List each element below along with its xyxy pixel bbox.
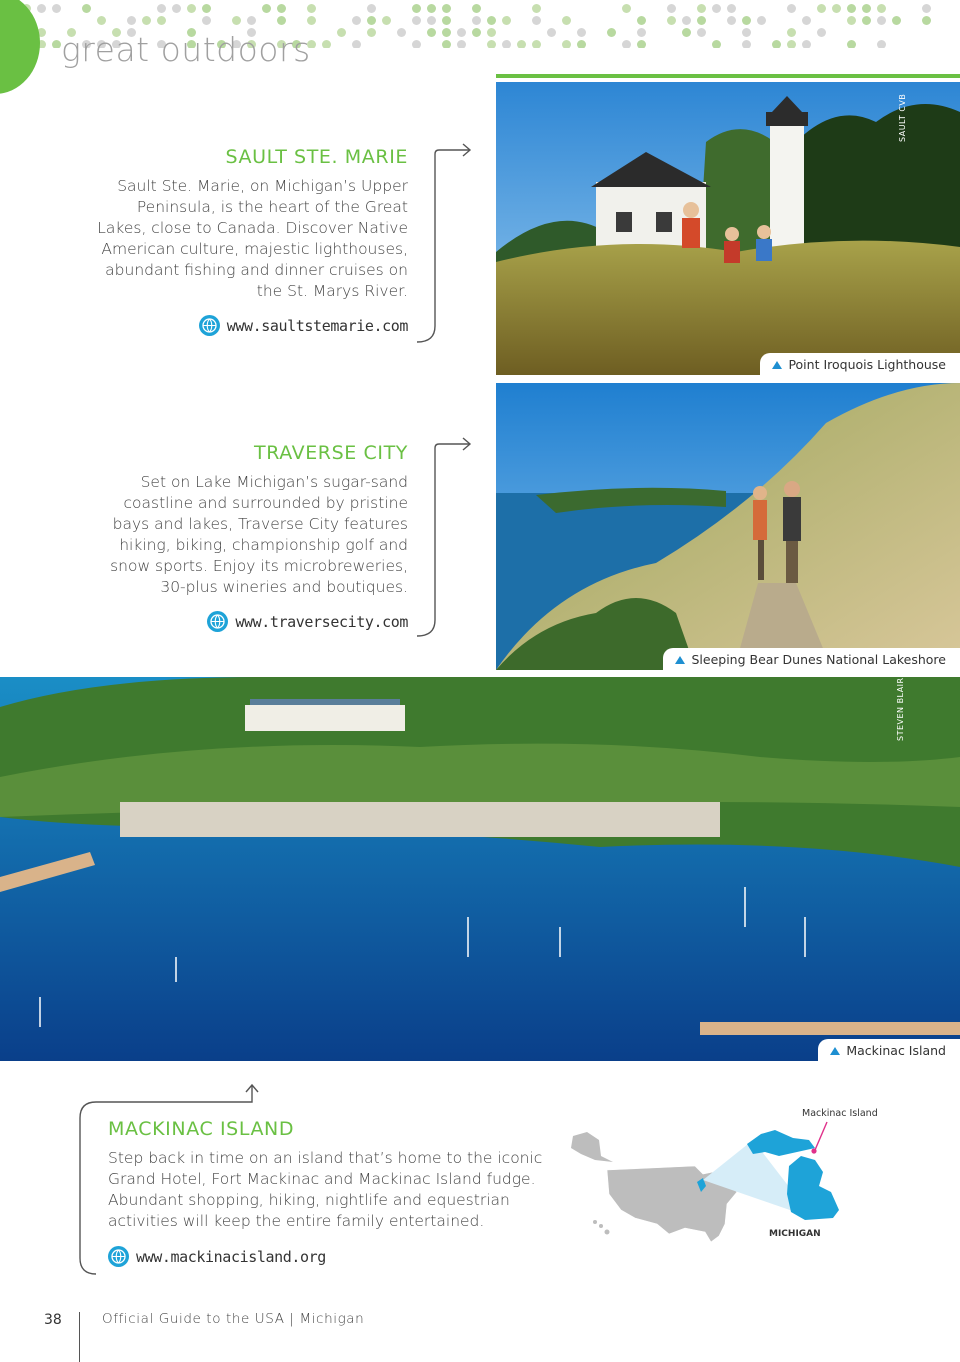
decorative-dot (517, 40, 526, 48)
decorative-dot (337, 28, 346, 37)
decorative-dot (532, 40, 541, 48)
decorative-dot (727, 4, 736, 13)
decorative-dot (637, 16, 646, 25)
decorative-dot (892, 16, 901, 25)
decorative-dot (787, 40, 796, 48)
decorative-dot (577, 40, 586, 48)
decorative-dot (712, 4, 721, 13)
decorative-dot (157, 4, 166, 13)
decorative-dot (532, 4, 541, 13)
globe-icon (207, 611, 228, 632)
decorative-dot (682, 28, 691, 37)
decorative-dot (277, 4, 286, 13)
decorative-dot (562, 40, 571, 48)
traverse-city-url[interactable]: www.traversecity.com (235, 612, 408, 631)
sault-ste-marie-block (90, 146, 408, 336)
decorative-dot (472, 16, 481, 25)
decorative-dot (577, 28, 586, 37)
decorative-dot (787, 28, 796, 37)
sault-ste-marie-description: Sault Ste. Marie, on Michigan’s Upper Peninsula, is the heart of the Great Lakes, close to Canada. Discover Native American culture, majestic lighthouses, abundant fishing and dinner cruises on the St. Marys River. (97, 177, 408, 300)
decorative-dot (82, 4, 91, 13)
decorative-dot (757, 16, 766, 25)
decorative-dot (817, 28, 826, 37)
decorative-dot (697, 16, 706, 25)
decorative-dot (457, 28, 466, 37)
decorative-dot (697, 28, 706, 37)
decorative-dot (622, 4, 631, 13)
decorative-dot (412, 4, 421, 13)
decorative-dot (847, 16, 856, 25)
decorative-dot (877, 16, 886, 25)
decorative-dot (922, 16, 931, 25)
mackinac-island-link[interactable] (108, 1246, 568, 1267)
decorative-dot (622, 40, 631, 48)
decorative-dot (37, 4, 46, 13)
decorative-dot (397, 28, 406, 37)
decorative-dot (262, 4, 271, 13)
decorative-dot (742, 16, 751, 25)
decorative-dot (367, 4, 376, 13)
decorative-dot (847, 4, 856, 13)
decorative-dot (307, 16, 316, 25)
decorative-dot (52, 40, 61, 48)
map-label-mackinac-island: Mackinac Island (802, 1108, 878, 1119)
decorative-dot (427, 4, 436, 13)
point-iroquois-lighthouse-photo (496, 82, 960, 375)
photo-caption-mackinac (818, 1039, 960, 1061)
traverse-city-title: TRAVERSE CITY (253, 442, 408, 464)
decorative-dot (742, 28, 751, 37)
traverse-city-block (90, 442, 408, 632)
decorative-dot (487, 16, 496, 25)
decorative-dot (697, 4, 706, 13)
photo-caption-sault (760, 353, 960, 375)
michigan-upper-peninsula (747, 1130, 815, 1156)
caption-triangle-icon (675, 656, 685, 664)
decorative-dot (157, 16, 166, 25)
caption-text: Mackinac Island (846, 1043, 946, 1058)
decorative-dot (637, 28, 646, 37)
decorative-dot (607, 28, 616, 37)
decorative-dot (382, 16, 391, 25)
decorative-dot (442, 4, 451, 13)
section-title: great outdoors (61, 30, 311, 69)
decorative-dot (817, 4, 826, 13)
decorative-dot (322, 40, 331, 48)
decorative-dot (352, 40, 361, 48)
decorative-dot (472, 28, 481, 37)
decorative-dot (307, 4, 316, 13)
decorative-dot (862, 4, 871, 13)
decorative-dot (202, 4, 211, 13)
mackinac-island-description: Step back in time on an island that’s home to the iconic Grand Hotel, Fort Mackinac and Mackinac Island fudge. Abundant shopping, hiking, nightlife and equestrian activities will keep the entire family entertained. (108, 1149, 543, 1230)
photo-credit-sault: SAULT CVB (898, 93, 907, 142)
traverse-city-description: Set on Lake Michigan’s sugar-sand coastline and surrounded by pristine bays and lakes, Traverse City features hiking, biking, championship golf and snow sports. Enjoy its microbreweries, 30-plus wineries and boutiques. (110, 473, 408, 596)
decorative-dot (547, 28, 556, 37)
decorative-dot (187, 4, 196, 13)
top-rule (496, 74, 960, 78)
decorative-dot (97, 16, 106, 25)
decorative-dot (412, 40, 421, 48)
globe-icon (199, 315, 220, 336)
photo-credit-mackinac: STEVEN BLAIR (896, 677, 905, 741)
page-number: 38 (44, 1312, 62, 1328)
decorative-dot (442, 40, 451, 48)
decorative-dot (487, 28, 496, 37)
michigan-lower-peninsula (787, 1156, 839, 1220)
decorative-dot (712, 40, 721, 48)
decorative-dot (142, 16, 151, 25)
globe-icon (108, 1246, 129, 1267)
mackinac-island-url[interactable]: www.mackinacisland.org (136, 1247, 326, 1266)
decorative-dot (442, 16, 451, 25)
sleeping-bear-dunes-photo (496, 383, 960, 670)
decorative-dot (727, 16, 736, 25)
decorative-dot (532, 16, 541, 25)
traverse-city-link[interactable] (90, 611, 408, 632)
decorative-dot (202, 16, 211, 25)
decorative-dot (637, 40, 646, 48)
caption-triangle-icon (772, 361, 782, 369)
decorative-dot (442, 28, 451, 37)
mackinac-island-block (108, 1118, 568, 1267)
decorative-dot (412, 16, 421, 25)
decorative-dot (172, 4, 181, 13)
decorative-dot (247, 16, 256, 25)
decorative-dot (562, 16, 571, 25)
decorative-dot (772, 40, 781, 48)
sault-bracket-arrow (415, 140, 475, 346)
decorative-dot (877, 40, 886, 48)
footer-guide-title: Official Guide to the USA | Michigan (102, 1311, 365, 1327)
decorative-dot (352, 16, 361, 25)
decorative-dot (502, 40, 511, 48)
caption-triangle-icon (830, 1047, 840, 1055)
footer-divider (79, 1312, 80, 1362)
sault-ste-marie-link[interactable] (90, 315, 408, 336)
decorative-dot (787, 4, 796, 13)
decorative-dot (52, 4, 61, 13)
traverse-bracket-arrow (415, 434, 475, 640)
decorative-dot (367, 16, 376, 25)
decorative-dot (232, 16, 241, 25)
decorative-dot (667, 16, 676, 25)
decorative-dot (472, 4, 481, 13)
decorative-dot (427, 16, 436, 25)
decorative-dot (742, 40, 751, 48)
decorative-dot (802, 40, 811, 48)
decorative-dot (487, 40, 496, 48)
decorative-dot (877, 4, 886, 13)
decorative-dot (922, 4, 931, 13)
decorative-dot (502, 16, 511, 25)
decorative-dot (367, 28, 376, 37)
decorative-dot (832, 4, 841, 13)
michigan-locator-map (565, 1100, 895, 1260)
caption-text: Point Iroquois Lighthouse (788, 357, 946, 372)
decorative-dot (862, 16, 871, 25)
mackinac-island-title: MACKINAC ISLAND (108, 1118, 295, 1140)
decorative-dot (667, 4, 676, 13)
decorative-dot (457, 40, 466, 48)
sault-ste-marie-url[interactable]: www.saultstemarie.com (226, 316, 408, 335)
photo-caption-traverse (663, 648, 960, 670)
decorative-dot (127, 16, 136, 25)
decorative-dot (277, 16, 286, 25)
caption-text: Sleeping Bear Dunes National Lakeshore (691, 652, 946, 667)
sault-ste-marie-title: SAULT STE. MARIE (225, 146, 408, 168)
decorative-dot (802, 16, 811, 25)
decorative-dot (847, 40, 856, 48)
map-label-michigan: MICHIGAN (769, 1229, 821, 1239)
mackinac-island-photo (0, 677, 960, 1061)
decorative-dot (427, 28, 436, 37)
decorative-dot (682, 16, 691, 25)
alaska-shape (571, 1132, 613, 1162)
